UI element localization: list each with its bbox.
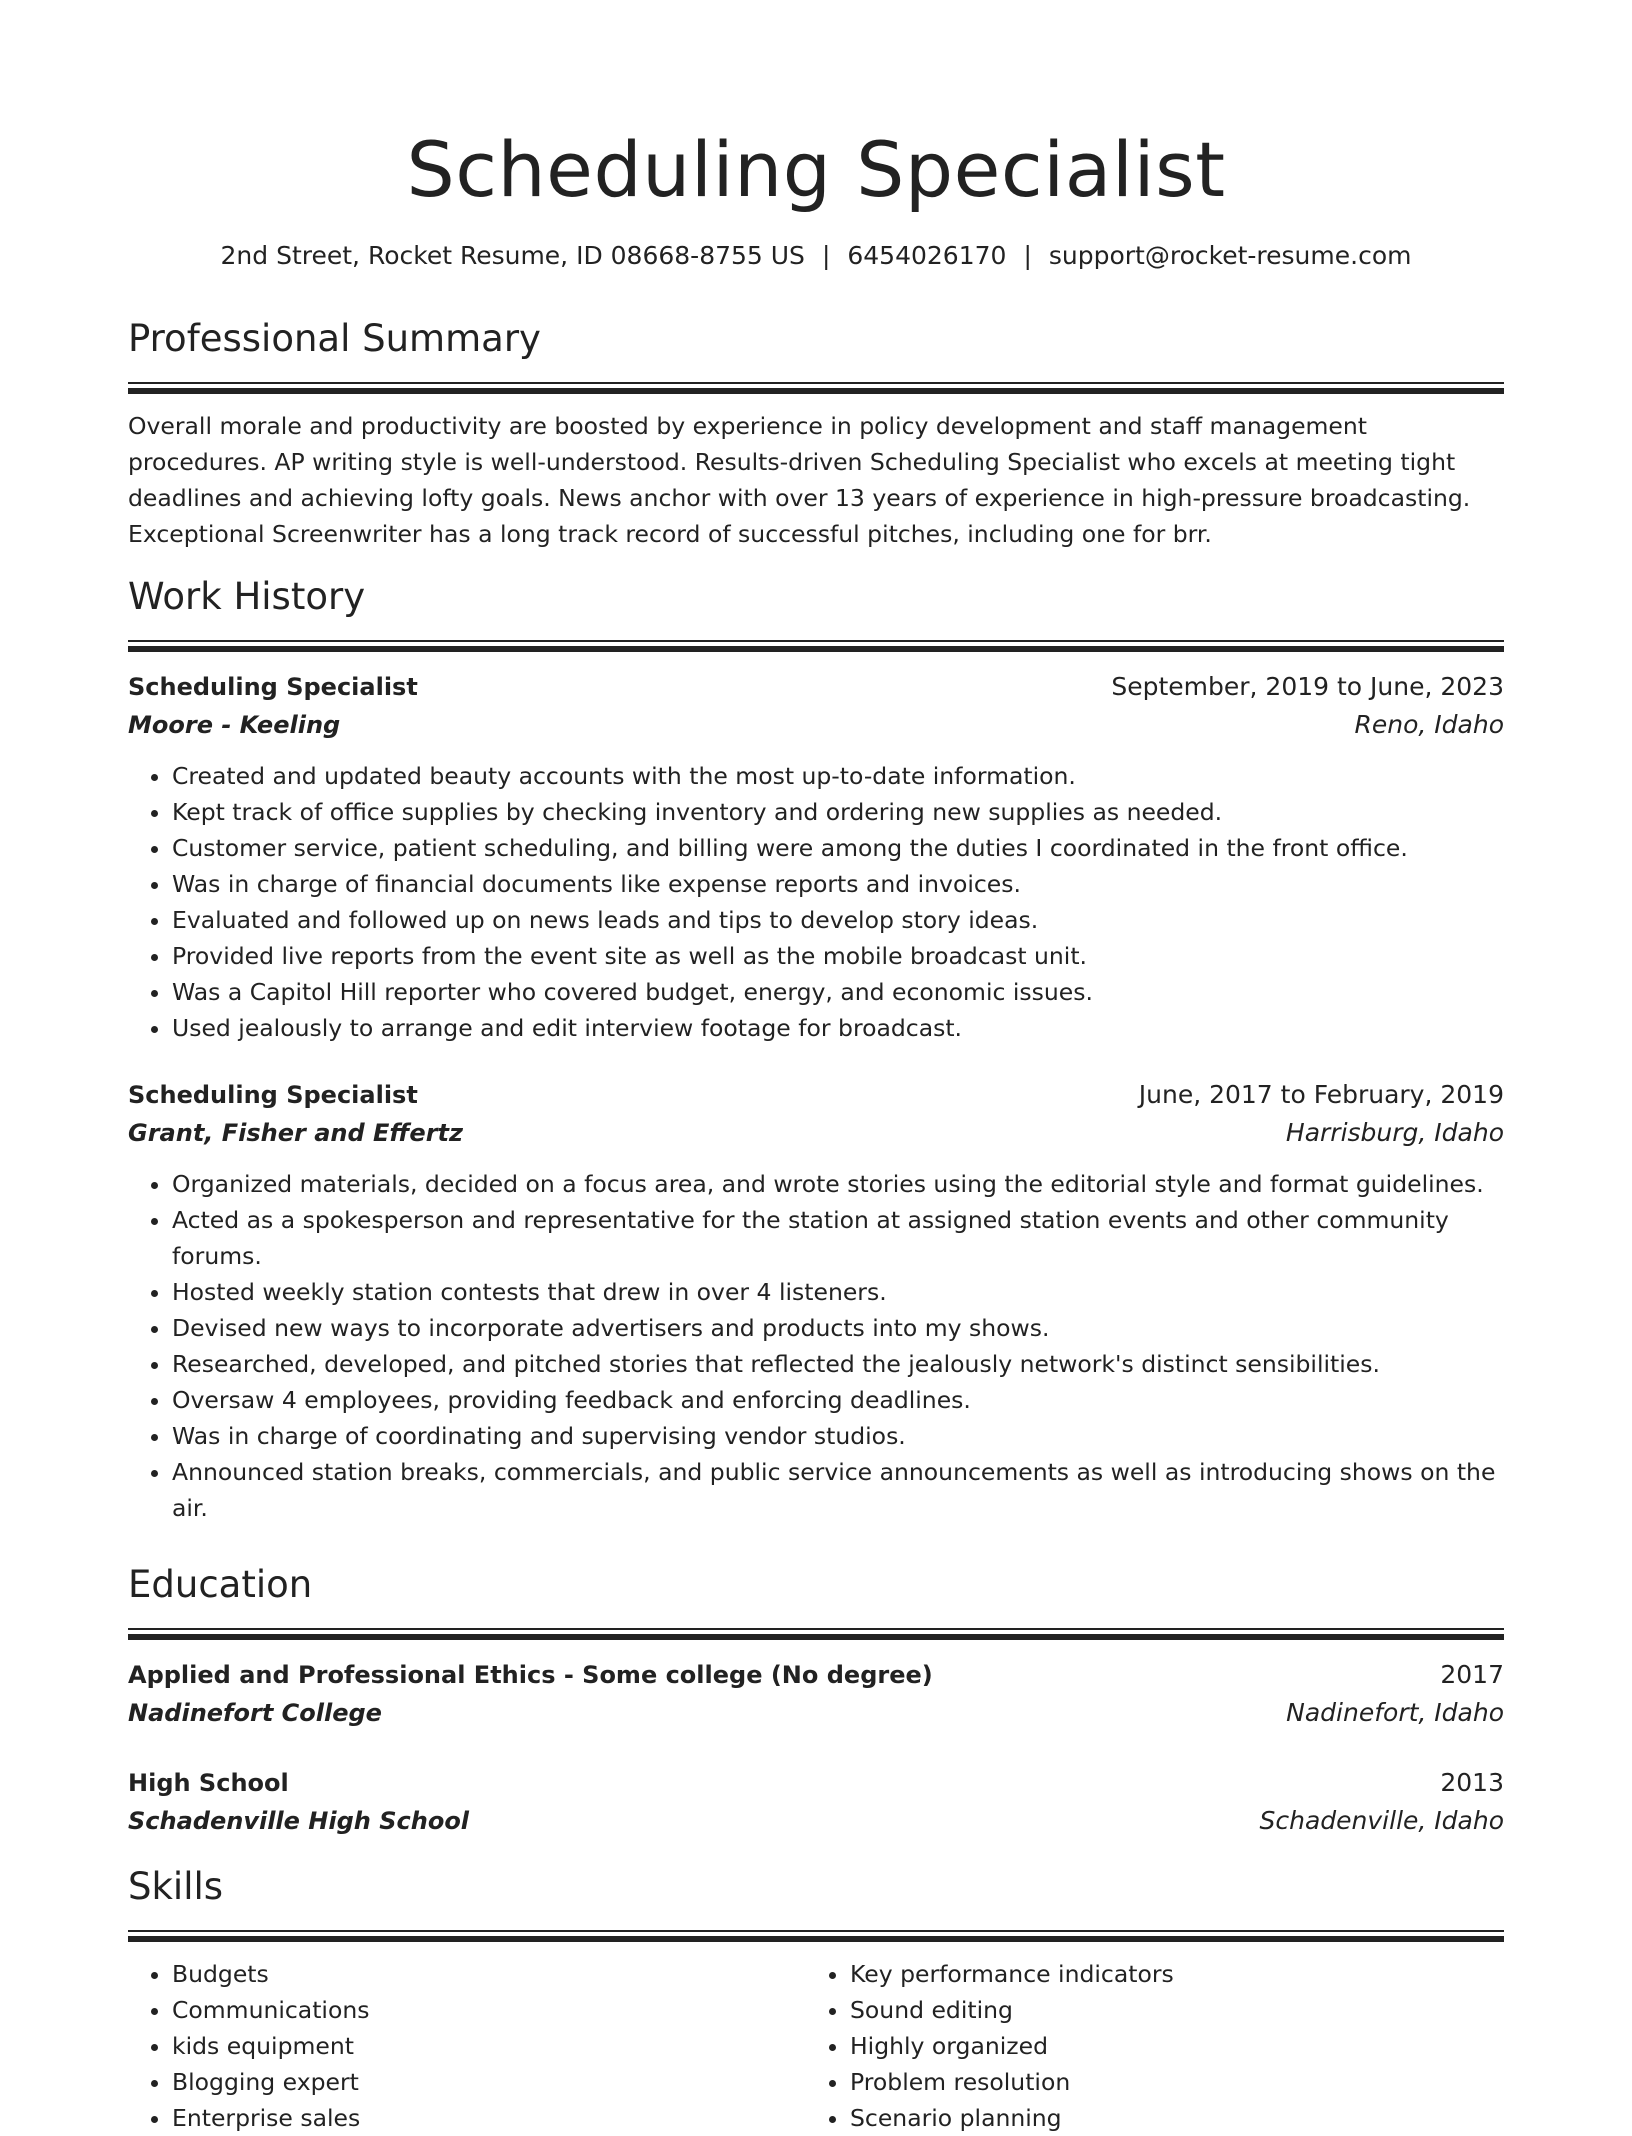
education-header-row — [128, 1656, 1504, 1694]
education-degree: Applied and Professional Ethics - Some college (No degree) — [128, 1661, 933, 1689]
resume-name: Scheduling Specialist — [406, 125, 1226, 214]
job-sub-row — [128, 706, 1504, 744]
skill-item: • Problem resolution — [850, 2064, 1484, 2100]
skills-section — [128, 1862, 1504, 2136]
education-entry — [128, 1656, 1504, 1732]
list-item: • Evaluated and followed up on news leads and tips to develop story ideas. — [172, 902, 1504, 938]
job-company: Grant, Fisher and Effertz — [128, 1119, 463, 1147]
education-year: 2013 — [1440, 1768, 1504, 1797]
job-header-row — [128, 1076, 1504, 1114]
education-sub-row — [128, 1694, 1504, 1732]
education-section — [128, 1560, 1504, 1840]
skill-item: • Enterprise sales — [172, 2100, 806, 2136]
job-location: Harrisburg, Idaho — [1285, 1118, 1504, 1147]
job-company: Moore - Keeling — [128, 711, 341, 739]
list-item: • Was in charge of financial documents like expense reports and invoices. — [172, 866, 1504, 902]
job-entry — [128, 668, 1504, 1046]
list-item: • Oversaw 4 employees, providing feedback and enforcing deadlines. — [172, 1382, 1504, 1418]
list-item: • Announced station breaks, commercials, and public service announcements as well as introducing shows on the air. — [172, 1454, 1504, 1526]
list-item: • Customer service, patient scheduling, and billing were among the duties I coordinated in the front office. — [172, 830, 1504, 866]
job-bullets — [128, 758, 1504, 1046]
job-location: Reno, Idaho — [1354, 710, 1504, 739]
job-title: Scheduling Specialist — [128, 1081, 418, 1109]
list-item: • Provided live reports from the event site as well as the mobile broadcast unit. — [172, 938, 1504, 974]
education-year: 2017 — [1440, 1660, 1504, 1689]
section-heading-skills: Skills — [128, 1865, 224, 1908]
skills-columns — [128, 1956, 1504, 2136]
list-item: • Organized materials, decided on a focus area, and wrote stories using the editorial style and format guidelines. — [172, 1166, 1504, 1202]
education-sub-row — [128, 1802, 1504, 1840]
education-school: Nadinefort College — [128, 1699, 382, 1727]
job-dates: June, 2017 to February, 2019 — [1138, 1080, 1504, 1109]
job-sub-row — [128, 1114, 1504, 1152]
skill-item: • kids equipment — [172, 2028, 806, 2064]
list-item: • Was a Capitol Hill reporter who covered budget, energy, and economic issues. — [172, 974, 1504, 1010]
list-item: • Researched, developed, and pitched stories that reflected the jealously network's distinct sensibilities. — [172, 1346, 1504, 1382]
skill-item: • Sound editing — [850, 1992, 1484, 2028]
skill-item: • Communications — [172, 1992, 806, 2028]
section-rule — [128, 1930, 1504, 1942]
contact-address: 2nd Street, Rocket Resume, ID 08668-8755 US — [220, 241, 805, 270]
section-rule — [128, 640, 1504, 652]
section-heading-summary: Professional Summary — [128, 317, 541, 360]
list-item: • Used jealously to arrange and edit interview footage for broadcast. — [172, 1010, 1504, 1046]
list-item: • Created and updated beauty accounts with the most up-to-date information. — [172, 758, 1504, 794]
education-entry — [128, 1764, 1504, 1840]
contact-separator: | — [1023, 241, 1032, 270]
resume-page — [128, 0, 1504, 2132]
skill-item: • Blogging expert — [172, 2064, 806, 2100]
skill-item: • Highly organized — [850, 2028, 1484, 2064]
contact-line — [128, 238, 1504, 274]
education-school: Schadenville High School — [128, 1807, 470, 1835]
work-history-section — [128, 572, 1504, 1526]
job-entry — [128, 1076, 1504, 1526]
section-heading-work: Work History — [128, 575, 366, 618]
section-rule — [128, 1628, 1504, 1640]
job-dates: September, 2019 to June, 2023 — [1111, 672, 1504, 701]
skill-item: • Key performance indicators — [850, 1956, 1484, 1992]
job-bullets — [128, 1166, 1504, 1526]
list-item: • Devised new ways to incorporate advertisers and products into my shows. — [172, 1310, 1504, 1346]
list-item: • Kept track of office supplies by checking inventory and ordering new supplies as needed. — [172, 794, 1504, 830]
skill-item: • Scenario planning — [850, 2100, 1484, 2136]
contact-email: support@rocket-resume.com — [1048, 241, 1412, 270]
summary-text: Overall morale and productivity are boosted by experience in policy development and staff management procedures. AP writing style is well-understood. Results-driven Scheduling Specialist who excels at meeting tight deadlines and achieving lofty goals. News anchor with over 13 years of experience in high-pressure broadcasting. Exceptional Screenwriter has a long track record of successful pitches, including one for brr. — [128, 412, 1471, 548]
list-item: • Acted as a spokesperson and representative for the station at assigned station events and other community forums. — [172, 1202, 1504, 1274]
summary-section — [128, 314, 1504, 552]
skills-list-left — [128, 1956, 806, 2136]
education-header-row — [128, 1764, 1504, 1802]
contact-phone: 6454026170 — [847, 241, 1007, 270]
education-location: Nadinefort, Idaho — [1286, 1698, 1504, 1727]
education-location: Schadenville, Idaho — [1259, 1806, 1504, 1835]
job-header-row — [128, 668, 1504, 706]
skills-list-right — [806, 1956, 1484, 2136]
contact-separator: | — [821, 241, 831, 270]
list-item: • Hosted weekly station contests that drew in over 4 listeners. — [172, 1274, 1504, 1310]
list-item: • Was in charge of coordinating and supervising vendor studios. — [172, 1418, 1504, 1454]
job-title: Scheduling Specialist — [128, 673, 418, 701]
education-degree: High School — [128, 1769, 289, 1797]
section-heading-education: Education — [128, 1563, 313, 1606]
section-rule — [128, 382, 1504, 394]
skill-item: • Budgets — [172, 1956, 806, 1992]
